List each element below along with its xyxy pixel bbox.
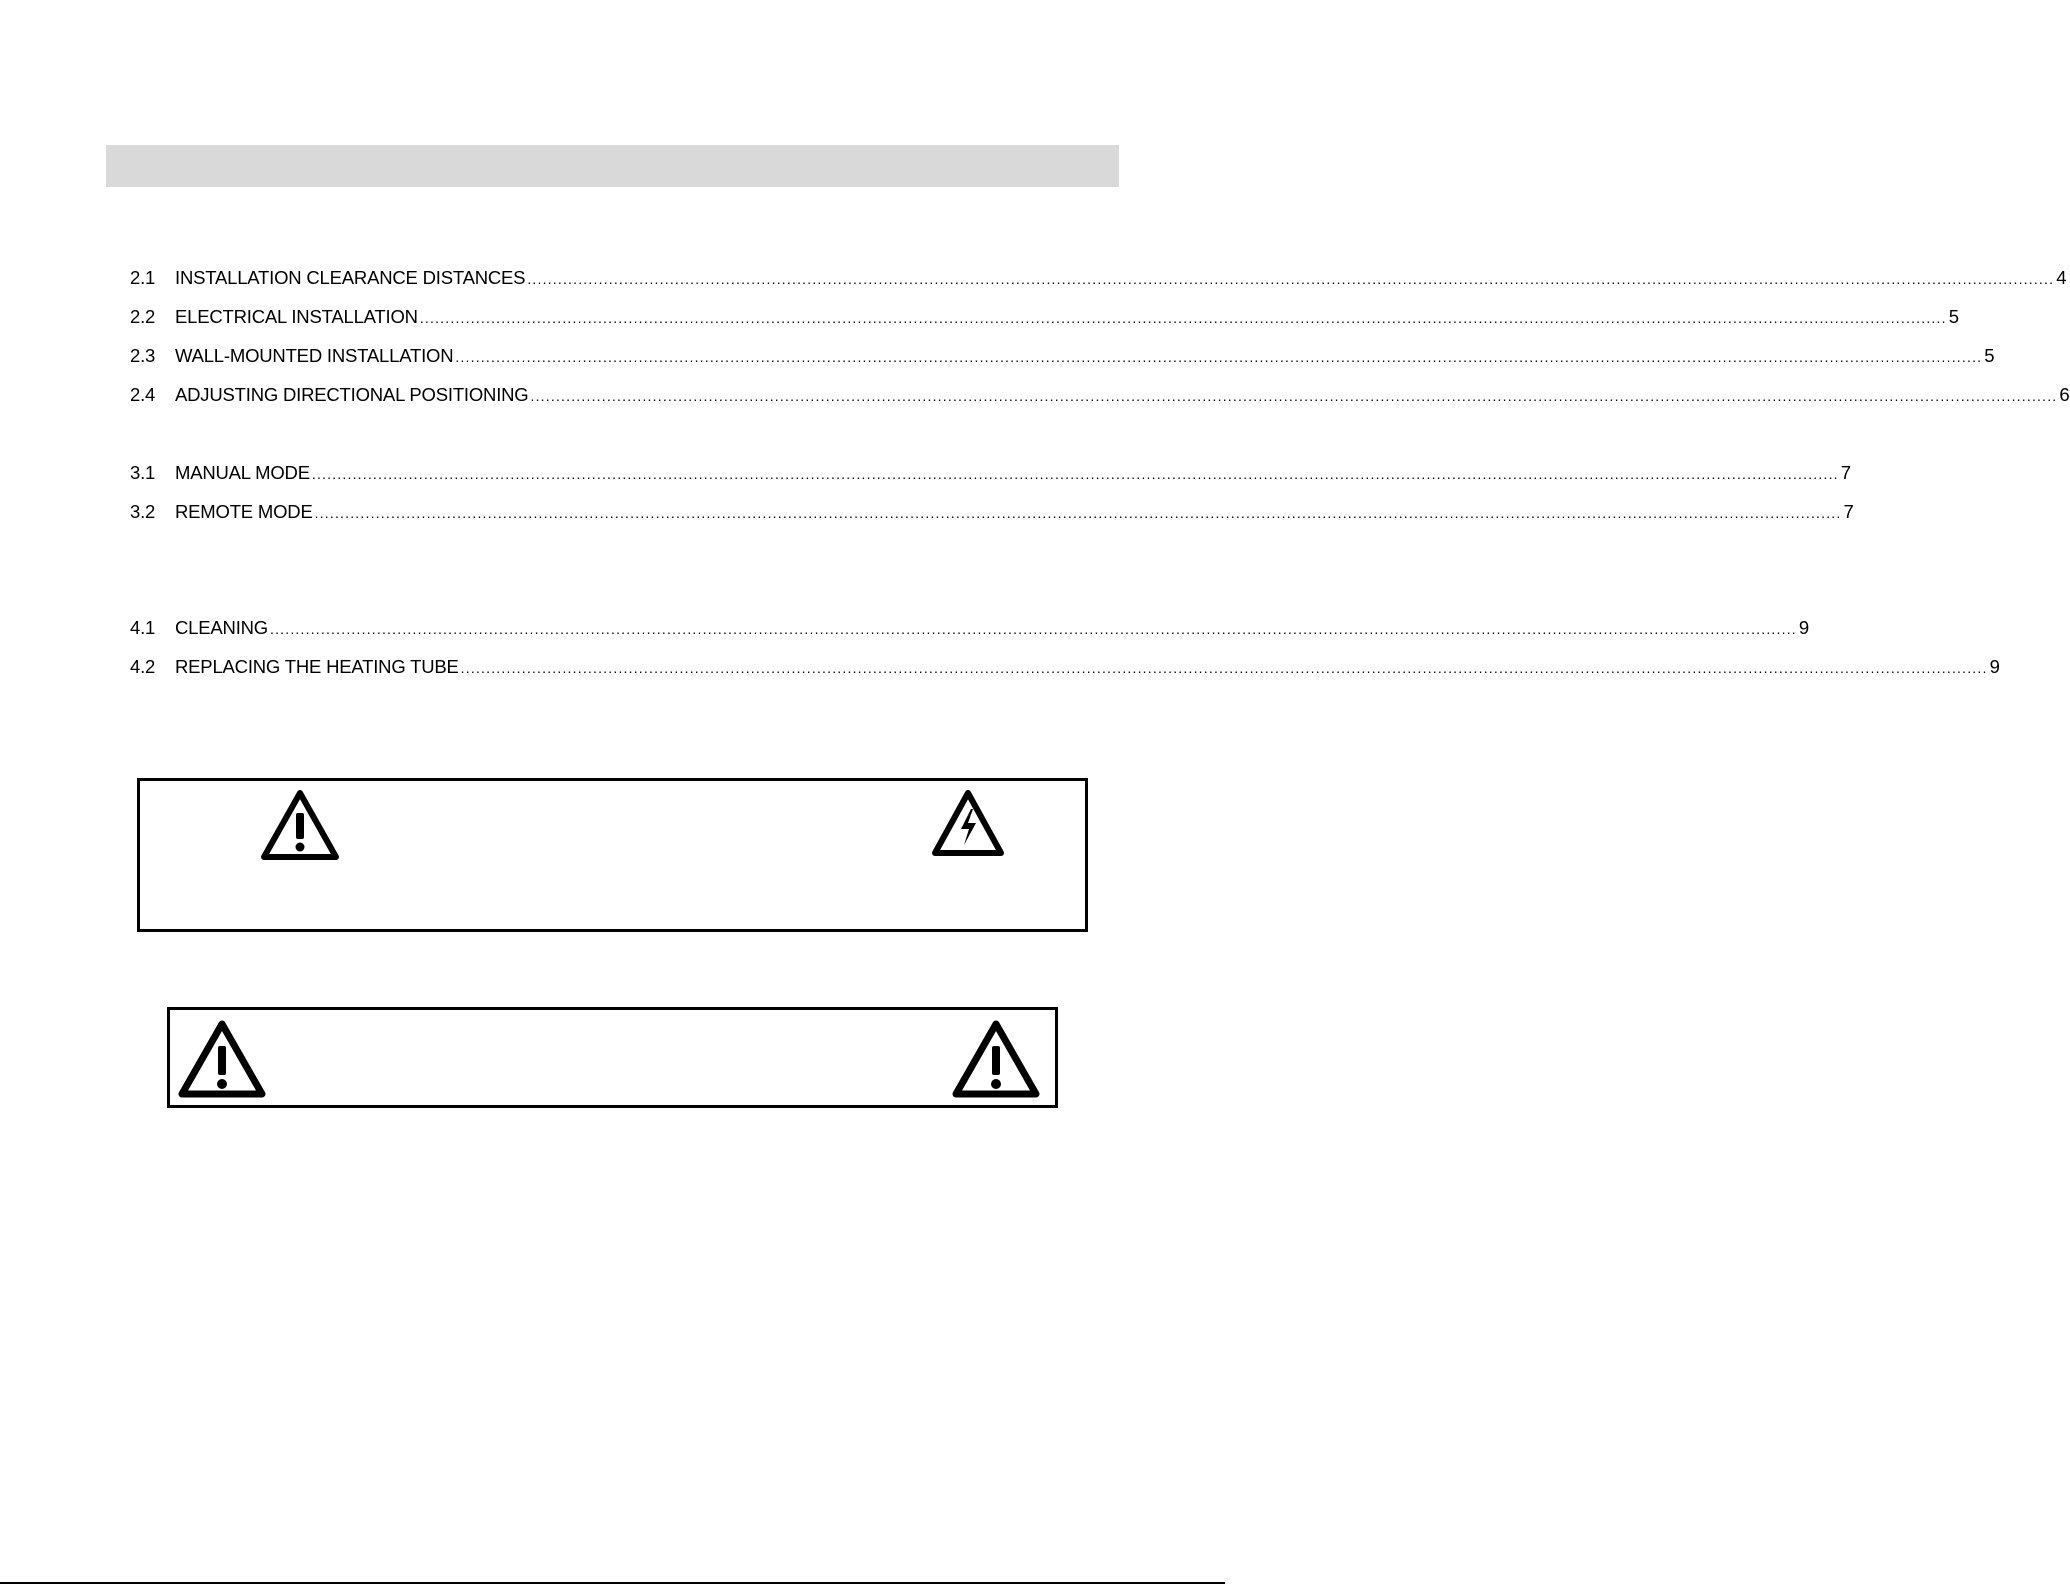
toc-title: WALL-MOUNTED INSTALLATION — [175, 345, 454, 366]
toc-number: 2.1 — [130, 267, 156, 288]
toc-dot-leader: ............................................................................................................................................................................................................................................................................................................ — [527, 271, 2055, 287]
toc-number: 3.2 — [130, 501, 156, 522]
toc-page-number: 7 — [1840, 462, 1851, 483]
page-bottom-rule — [0, 1582, 1225, 1584]
section-header-bar — [106, 145, 1119, 187]
toc-entry[interactable] — [130, 306, 1959, 330]
toc-dot-leader: ............................................................................................................................................................................................................................................................................................................ — [460, 660, 1988, 676]
toc-entry[interactable] — [130, 617, 1809, 641]
toc-page-number: 7 — [1843, 501, 1854, 522]
toc-page-number: 9 — [1989, 656, 2000, 677]
warning-triangle-icon — [178, 1020, 266, 1098]
warning-box-caution — [167, 1007, 1058, 1108]
toc-title: INSTALLATION CLEARANCE DISTANCES — [175, 267, 526, 288]
warning-box-danger — [137, 778, 1088, 932]
electric-hazard-icon — [931, 789, 1005, 859]
warning-triangle-icon — [260, 789, 340, 861]
toc-entry[interactable] — [130, 267, 2067, 291]
toc-page-number: 9 — [1798, 617, 1809, 638]
toc-entry[interactable] — [130, 462, 1851, 486]
toc-title: CLEANING — [175, 617, 268, 638]
toc-number: 2.4 — [130, 384, 156, 405]
toc-entry[interactable] — [130, 345, 1995, 369]
toc-title: ADJUSTING DIRECTIONAL POSITIONING — [175, 384, 529, 405]
toc-dot-leader: ............................................................................................................................................................................................................................................................................................................ — [530, 388, 2058, 404]
toc-dot-leader: ............................................................................................................................................................................................................................................................................................................ — [269, 621, 1797, 637]
toc-dot-leader: ............................................................................................................................................................................................................................................................................................................ — [314, 505, 1842, 521]
toc-title: REPLACING THE HEATING TUBE — [175, 656, 459, 677]
toc-number: 3.1 — [130, 462, 156, 483]
toc-page-number: 5 — [1984, 345, 1995, 366]
toc-number: 4.1 — [130, 617, 156, 638]
warning-triangle-icon — [952, 1020, 1040, 1098]
toc-page-number: 5 — [1948, 306, 1959, 327]
toc-dot-leader: ............................................................................................................................................................................................................................................................................................................ — [419, 310, 1947, 326]
toc-dot-leader: ............................................................................................................................................................................................................................................................................................................ — [311, 466, 1839, 482]
toc-number: 4.2 — [130, 656, 156, 677]
toc-title: ELECTRICAL INSTALLATION — [175, 306, 418, 327]
toc-number: 2.2 — [130, 306, 156, 327]
toc-number: 2.3 — [130, 345, 156, 366]
toc-dot-leader: ............................................................................................................................................................................................................................................................................................................ — [455, 349, 1983, 365]
toc-page-number: 6 — [2059, 384, 2070, 405]
toc-title: MANUAL MODE — [175, 462, 310, 483]
toc-entry[interactable] — [130, 501, 1854, 525]
toc-title: REMOTE MODE — [175, 501, 313, 522]
toc-entry[interactable] — [130, 656, 2000, 680]
toc-page-number: 4 — [2056, 267, 2067, 288]
toc-entry[interactable] — [130, 384, 2070, 408]
